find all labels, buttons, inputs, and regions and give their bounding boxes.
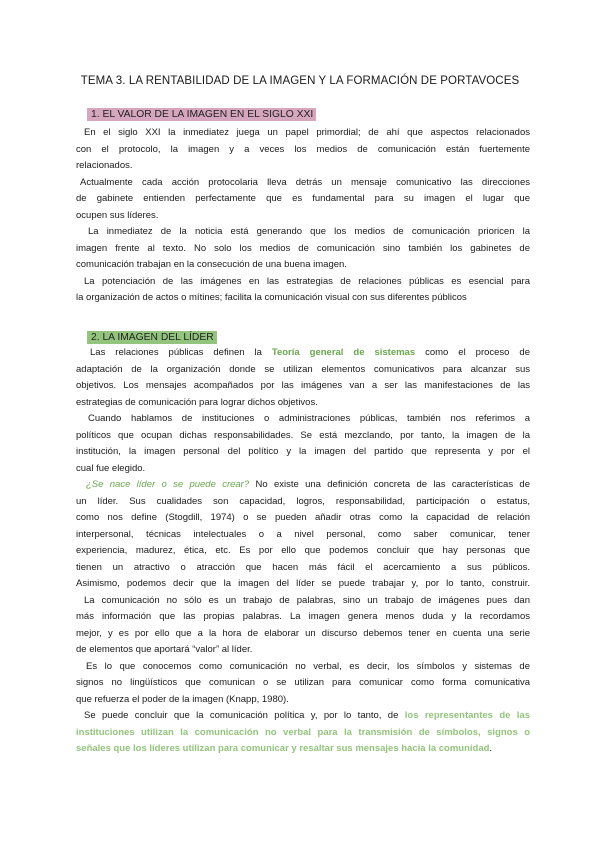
- text-line: [76, 345, 530, 362]
- text-line: Es lo que conocemos como comunicación no verbal, es decir, los símbolos y sistemas de: [86, 660, 530, 672]
- text-line: de gabinete entienden perfectamente que es fundamental para su imagen el lugar que: [76, 193, 530, 204]
- text-line: signos no lingüísticos que comunican o se utilizan para comunicar como forma comunicativa: [76, 677, 530, 688]
- text-line: interpersonal, técnicas intelectuales o a nivel personal, como saber comunicar, tener: [76, 528, 530, 540]
- text-line: comunicación trabajan en la consecución de una buena imagen.: [76, 259, 347, 270]
- text-line: la organización de actos o mítines; facilita la comunicación visual con sus diferentes públicos: [76, 292, 467, 303]
- text-run: No existe una definición concreta de las características de: [249, 479, 530, 490]
- text-line: [76, 708, 530, 725]
- conclusion-highlight: instituciones utilizan la comunicación no verbal para la transmisión de símbolos, signos o: [76, 726, 530, 738]
- text-line: Cuando hablamos de instituciones o administraciones públicas, también nos referimos a: [88, 413, 530, 424]
- text-line: En el siglo XXI la inmediatez juega un papel primordial; de ahí que aspectos relacionados: [84, 127, 530, 138]
- text-line: La inmediatez de la noticia está generando que los medios de comunicación prioricen la: [88, 226, 530, 237]
- text-line: con el protocolo, la imagen y a veces los medios de comunicación están fuertemente: [76, 143, 530, 155]
- text-line: institución, la imagen personal del político y la imagen del partido que representa y por el: [76, 446, 530, 457]
- text-line: tienen un atractivo o atracción que hacen más fácil el acercamiento a sus públicos.: [76, 561, 530, 573]
- text-line: cual fue elegido.: [76, 462, 146, 474]
- text-line: imagen frente al texto. No solo los medios de comunicación sino también los gabinetes de: [76, 242, 530, 254]
- text-line: [76, 477, 530, 494]
- section-heading-1: 1. EL VALOR DE LA IMAGEN EN EL SIGLO XXI: [87, 108, 316, 121]
- text-line: mejor, y es por ello que a la hora de elaborar un discurso debemos tener en cuenta una serie: [76, 627, 530, 639]
- text-run: como el proceso de: [415, 347, 530, 358]
- text-line: relacionados.: [76, 160, 133, 171]
- section-2-body: [76, 345, 530, 758]
- section-heading-2: 2. LA IMAGEN DEL LÍDER: [87, 331, 217, 344]
- page-title: TEMA 3. LA RENTABILIDAD DE LA IMAGEN Y LA FORMACIÓN DE PORTAVOCES: [80, 75, 520, 87]
- text-line: objetivos. Los mensajes acompañados por las imágenes van a ser las manifestaciones de las: [76, 380, 530, 391]
- section-1-body: [76, 125, 530, 307]
- text-line: como nos define (Stogdill, 1974) o se pueden añadir otras como la capacidad de relación: [76, 512, 530, 523]
- text-run: Las relaciones públicas definen la: [90, 347, 272, 358]
- text-line: [76, 725, 530, 742]
- text-line: adaptación de la organización donde se utilizan elementos comunicativos para alcanzar sus: [76, 363, 530, 375]
- text-line: [76, 741, 530, 758]
- question-highlight: ¿Se nace líder o se puede crear?: [86, 479, 250, 490]
- text-run: .: [489, 743, 493, 754]
- text-line: estrategias de comunicación para lograr dichos objetivos.: [76, 396, 318, 408]
- text-line: que refuerza el poder de la imagen (Knapp, 1980).: [76, 693, 289, 705]
- text-line: ocupen sus líderes.: [76, 209, 159, 221]
- text-line: La comunicación no sólo es un trabajo de palabras, sino un trabajo de imágenes pues dan: [84, 594, 530, 606]
- text-line: de elementos que aportará “valor” al líder.: [76, 644, 253, 655]
- text-line: experiencia, madurez, ética, etc. Es por ello que podemos concluir que hay personas que: [76, 545, 530, 556]
- text-line: un líder. Sus cualidades son capacidad, logros, responsabilidad, participación o estatus,: [76, 495, 530, 507]
- text-run: Se puede concluir que la comunicación política y, por lo tanto, de: [84, 710, 405, 721]
- text-line: políticos que ocupan dichas responsabilidades. Se está mezclando, por tanto, la imagen de la: [76, 429, 530, 441]
- conclusion-highlight: los representantes de las: [404, 710, 530, 721]
- conclusion-highlight: señales que los líderes utilizan para comunicar y resaltar sus mensajes hacia la comunidad: [76, 743, 490, 754]
- text-line: La potenciación de las imágenes en las estrategias de relaciones públicas es esencial para: [84, 275, 530, 287]
- text-line: Actualmente cada acción protocolaria lleva detrás un mensaje comunicativo las direcciones: [80, 176, 530, 188]
- text-line: Asimismo, podemos decir que la imagen del líder se puede trabajar y, por lo tanto, construir.: [76, 578, 530, 589]
- text-line: más información que las propias palabras. La imagen genera menos duda y la recordamos: [76, 611, 530, 622]
- theory-term-highlight: Teoría general de sistemas: [271, 347, 416, 358]
